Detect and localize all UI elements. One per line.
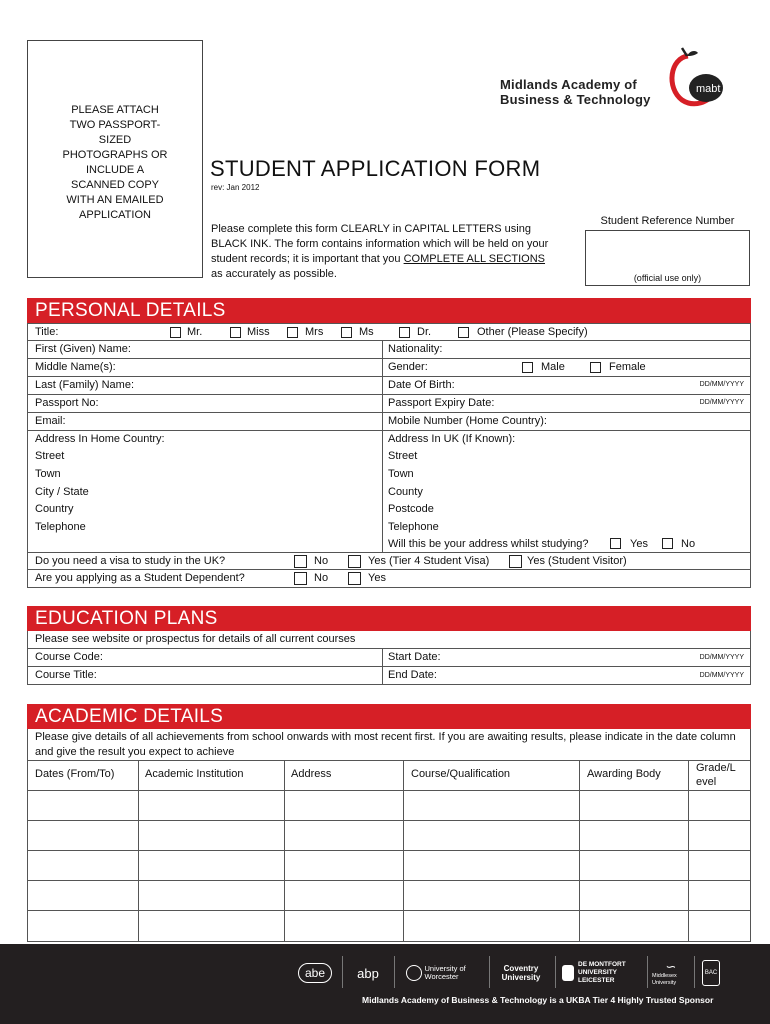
abe-logo: abe — [296, 958, 334, 988]
passport-expiry-field[interactable]: Passport Expiry Date: — [388, 397, 495, 409]
home-address-label: Address In Home Country: — [35, 433, 165, 445]
studying-no-checkbox[interactable] — [662, 538, 673, 549]
course-title-row — [27, 667, 751, 685]
middle-gender-row: Middle Name(s): Gender: Male Female — [27, 359, 751, 377]
name-nationality-row — [27, 341, 751, 359]
photo-attachment-box — [27, 40, 203, 278]
uk-address-label: Address In UK (If Known): — [388, 433, 516, 445]
address-block: Address In Home Country: Street Town City / State Country Telephone Address In UK (If Known): Street Town County Postcode Telephone Will this be your address whilst studying? Yes No — [27, 431, 751, 553]
dependent-no-checkbox[interactable] — [294, 572, 307, 585]
col-grade: Grade/L evel — [696, 762, 736, 788]
title-ms-checkbox[interactable] — [341, 327, 352, 338]
col-institution: Academic Institution — [145, 768, 244, 780]
home-country-field[interactable]: Country — [35, 503, 74, 515]
section-title: PERSONAL DETAILS — [35, 300, 226, 321]
uk-town-field[interactable]: Town — [388, 468, 414, 480]
studying-yes-checkbox[interactable] — [610, 538, 621, 549]
mobile-field[interactable]: Mobile Number (Home Country): — [388, 415, 547, 427]
section-title: ACADEMIC DETAILS — [35, 706, 224, 727]
photo-instructions: PLEASE ATTACH TWO PASSPORT- SIZED PHOTOGRAPHS OR INCLUDE A SCANNED COPY WITH AN EMAILED APPLICATION — [62, 104, 168, 221]
intro-text: Please complete this form CLEARLY in CAPITAL LETTERS using BLACK INK. The form contains information which will be held on your student records; it is important that you COMPLETE ALL SECTIONS as accurately as possible. — [211, 223, 549, 280]
visa-no-checkbox[interactable] — [294, 555, 307, 568]
gender-label: Gender: — [388, 361, 428, 373]
academic-note-row — [27, 729, 751, 761]
first-name-field[interactable]: First (Given) Name: — [35, 343, 131, 355]
table-row[interactable] — [27, 851, 751, 881]
email-mobile-row — [27, 413, 751, 431]
education-note: Please see website or prospectus for details of all current courses — [35, 633, 356, 645]
personal-details-header — [27, 298, 751, 323]
gender-female-checkbox[interactable] — [590, 362, 601, 373]
academic-details-header — [27, 704, 751, 729]
uk-county-field[interactable]: County — [388, 486, 423, 498]
svg-text:mabt: mabt — [696, 83, 721, 95]
intro-emphasis: COMPLETE ALL SECTIONS — [403, 253, 546, 265]
title-miss-checkbox[interactable] — [230, 327, 241, 338]
home-city-field[interactable]: City / State — [35, 486, 89, 498]
date-format-hint: DD/MM/YYYY — [699, 381, 744, 388]
home-town-field[interactable]: Town — [35, 468, 61, 480]
visa-row: Do you need a visa to study in the UK? No Yes (Tier 4 Student Visa) Yes (Student Visitor) — [27, 553, 751, 570]
bac-logo: BAC — [700, 958, 722, 988]
academic-note: Please give details of all achievements from school onwards with most recent first. If you are awaiting results, please indicate in the date column and give the result you expect to achieve — [35, 731, 736, 758]
visa-tier4-checkbox[interactable] — [348, 555, 361, 568]
mabt-logo-icon — [660, 44, 740, 114]
col-address: Address — [291, 768, 332, 780]
visa-visitor-checkbox[interactable] — [509, 555, 522, 568]
title-mrs-checkbox[interactable] — [287, 327, 298, 338]
col-awarding-body: Awarding Body — [587, 768, 661, 780]
title-row: Title: Mr. Miss Mrs Ms Dr. Other (Please Specify) — [27, 323, 751, 341]
middle-name-field[interactable]: Middle Name(s): — [35, 361, 116, 373]
uk-postcode-field[interactable]: Postcode — [388, 503, 434, 515]
lastname-dob-row — [27, 377, 751, 395]
date-format-hint: DD/MM/YYYY — [699, 672, 744, 679]
middlesex-logo: ∽ Middlesex University — [652, 958, 677, 986]
education-plans-header — [27, 606, 751, 631]
home-street-field[interactable]: Street — [35, 450, 65, 462]
table-row[interactable] — [27, 791, 751, 821]
dob-field[interactable]: Date Of Birth: — [388, 379, 455, 391]
sponsor-statement: Midlands Academy of Business & Technology is a UKBA Tier 4 Highly Trusted Sponsor — [362, 995, 714, 1005]
date-format-hint: DD/MM/YYYY — [699, 399, 744, 406]
visa-question: Do you need a visa to study in the UK? — [35, 555, 226, 567]
uk-street-field[interactable]: Street — [388, 450, 418, 462]
email-field[interactable]: Email: — [35, 415, 66, 427]
course-title-field[interactable]: Course Title: — [35, 669, 97, 681]
passport-no-field[interactable]: Passport No: — [35, 397, 99, 409]
dependent-question: Are you applying as a Student Dependent? — [35, 572, 245, 584]
date-format-hint: DD/MM/YYYY — [699, 654, 744, 661]
uk-telephone-field[interactable]: Telephone — [388, 521, 439, 533]
studying-address-question: Will this be your address whilst studying? — [388, 538, 589, 550]
coventry-logo: Coventry University — [501, 964, 541, 982]
start-date-field[interactable]: Start Date: — [388, 651, 441, 663]
gender-male-checkbox[interactable] — [522, 362, 533, 373]
title-label: Title: — [35, 326, 59, 338]
page-title: STUDENT APPLICATION FORM — [210, 156, 541, 181]
nationality-field[interactable]: Nationality: — [388, 343, 443, 355]
dependent-yes-checkbox[interactable] — [348, 572, 361, 585]
table-row[interactable] — [27, 881, 751, 911]
revision-label: rev: Jan 2012 — [211, 183, 260, 192]
abp-logo: abp — [357, 965, 379, 981]
dmu-logo: DE MONTFORT UNIVERSITY LEICESTER — [560, 958, 642, 988]
academic-header-row — [27, 761, 751, 791]
student-ref-field[interactable] — [585, 230, 750, 286]
end-date-field[interactable]: End Date: — [388, 669, 437, 681]
course-code-row — [27, 649, 751, 667]
home-telephone-field[interactable]: Telephone — [35, 521, 86, 533]
academy-logo-text: Midlands Academy of Business & Technology — [500, 77, 651, 107]
course-code-field[interactable]: Course Code: — [35, 651, 103, 663]
worcester-logo: University of Worcester — [400, 958, 482, 988]
title-other-checkbox[interactable] — [458, 327, 469, 338]
ref-note: (official use only) — [633, 273, 702, 283]
col-dates: Dates (From/To) — [35, 768, 115, 780]
col-course: Course/Qualification — [411, 768, 511, 780]
partner-footer — [0, 944, 770, 1024]
education-note-row — [27, 631, 751, 649]
last-name-field[interactable]: Last (Family) Name: — [35, 379, 135, 391]
table-row[interactable] — [27, 911, 751, 942]
dependent-row: Are you applying as a Student Dependent? No Yes — [27, 570, 751, 588]
section-title: EDUCATION PLANS — [35, 608, 218, 629]
student-ref-label: Student Reference Number — [600, 215, 735, 227]
table-row[interactable] — [27, 821, 751, 851]
passport-row — [27, 395, 751, 413]
title-dr-checkbox[interactable] — [399, 327, 410, 338]
title-mr-checkbox[interactable] — [170, 327, 181, 338]
